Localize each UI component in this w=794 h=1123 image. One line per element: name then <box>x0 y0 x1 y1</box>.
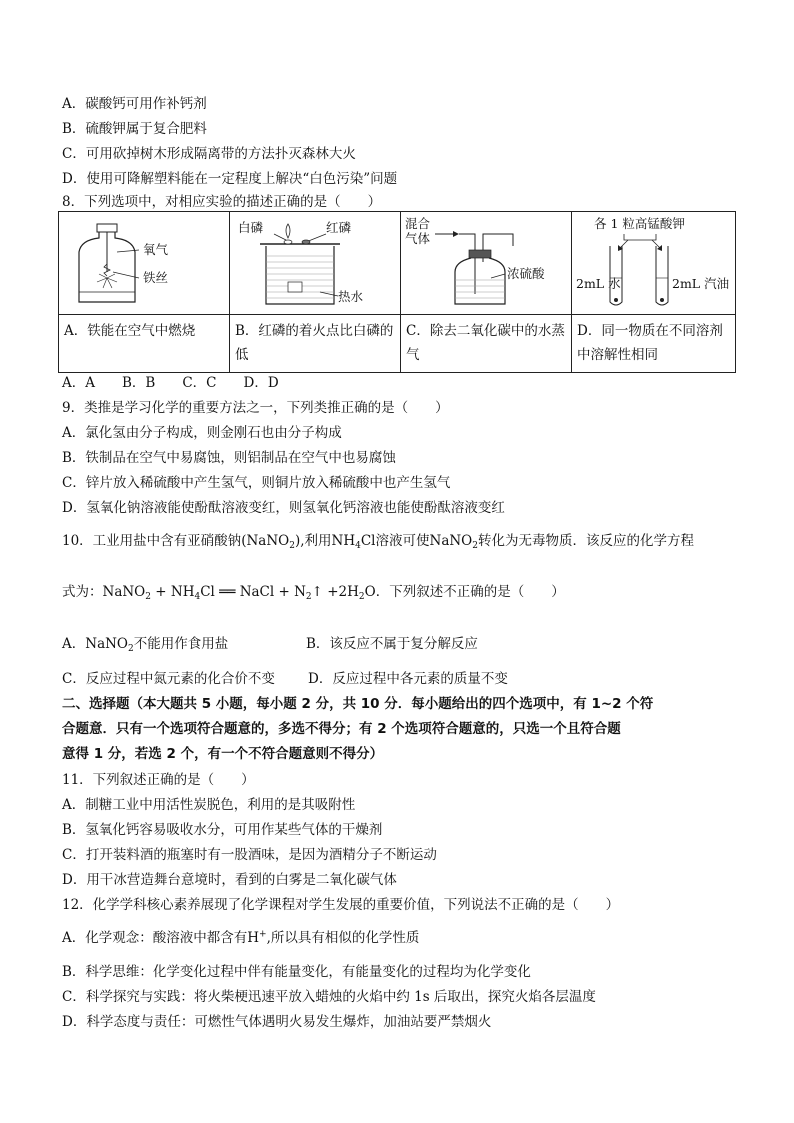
section2-heading-line2: 合题意．只有一个选项符合题意的，多选不得分；有 2 个选项符合题意的，只选一个且符合题 <box>62 721 621 737</box>
q12-option-a: A．化学观念：酸溶液中都含有H+,所以具有相似的化学性质 <box>62 929 420 946</box>
q9-option-c: C．锌片放入稀硫酸中产生氢气，则铜片放入稀硫酸中也产生氢气 <box>62 475 451 491</box>
figure-c-gas-drying <box>401 212 572 315</box>
q7-option-a: A．碳酸钙可用作补钙剂 <box>62 96 207 112</box>
q12-option-b: B．科学思维：化学变化过程中伴有能量变化，有能量变化的过程均为化学变化 <box>62 964 531 980</box>
section2-heading-line3: 意得 1 分，若选 2 个，有一个不符合题意则不得分） <box>62 746 384 762</box>
label-oxygen: 氧气 <box>143 242 169 257</box>
q10-option-b: B．该反应不属于复分解反应 <box>306 636 478 652</box>
label-mixed-gas-line2: 气体 <box>405 231 431 246</box>
q10-stem-line1: 10．工业用盐中含有亚硝酸钠(NaNO$_2$),利用$NH_4Cl$溶液可使NaNO$_2$转化为无毒物质．该反应的化学方程 <box>62 533 694 551</box>
formula-nh4cl: $NH_4Cl$ <box>331 533 376 551</box>
q10-option-c: C．反应过程中氮元素的化合价不变 <box>62 671 275 687</box>
q7-option-d: D．使用可降解塑料能在一定程度上解决“白色污染”问题 <box>62 171 398 187</box>
q11-option-b: B．氢氧化钙容易吸收水分，可用作某些气体的干燥剂 <box>62 822 383 838</box>
label-iron-wire: 铁丝 <box>143 270 169 285</box>
q9-option-d: D．氢氧化钠溶液能使酚酞溶液变红，则氢氧化钙溶液也能使酚酞溶液变红 <box>62 500 505 516</box>
chemical-equation: NaNO$_2$ + $NH_4Cl$ ══ NaCl + $N_2↑ +2H_2O$ <box>102 584 376 602</box>
hydrogen-ion: H+ <box>247 929 267 946</box>
q12-option-c: C．科学探究与实践：将火柴梗迅速平放入蜡烛的火焰中约 1s 后取出，探究火焰各层温度 <box>62 989 596 1005</box>
q9-stem: 9．类推是学习化学的重要方法之一，下列类推正确的是（ ） <box>62 400 449 416</box>
q8-caption-c: C．除去二氧化碳中的水蒸气 <box>401 315 572 373</box>
label-mixed-gas-line1: 混合 <box>405 216 431 231</box>
q8-caption-d: D．同一物质在不同溶剂中溶解性相同 <box>572 315 736 373</box>
q10-option-a: A．NaNO$_2$不能用作食用盐 <box>62 636 229 654</box>
q10-stem-line2: 式为：NaNO$_2$ + $NH_4Cl$ ══ NaCl + $N_2↑ +2H_2O$．下列叙述不正确的是（ ） <box>62 584 565 602</box>
q11-option-d: D．用干冰营造舞台意境时，看到的白雾是二氧化碳气体 <box>62 872 397 888</box>
q11-stem: 11．下列叙述正确的是（ ） <box>62 772 255 788</box>
q9-option-b: B．铁制品在空气中易腐蚀，则铝制品在空气中也易腐蚀 <box>62 450 396 466</box>
q9-option-a: A．氯化氢由分子构成，则金刚石也由分子构成 <box>62 425 342 441</box>
figure-b-phosphorus <box>230 212 401 315</box>
q12-stem: 12．化学学科核心素养展现了化学课程对学生发展的重要价值，下列说法不正确的是（ ） <box>62 897 620 913</box>
figure-d-solubility <box>572 212 736 315</box>
q7-option-b: B．硫酸钾属于复合肥料 <box>62 121 207 137</box>
label-white-phosphorus: 白磷 <box>238 220 264 235</box>
label-water-2ml: 2mL 水 <box>576 276 621 291</box>
q8-experiment-table <box>58 211 736 373</box>
label-hot-water: 热水 <box>338 289 364 304</box>
q8-stem: 8．下列选项中，对相应实验的描述正确的是（ ） <box>62 194 382 210</box>
q11-option-c: C．打开装料酒的瓶塞时有一股酒味，是因为酒精分子不断运动 <box>62 847 437 863</box>
label-red-phosphorus: 红磷 <box>326 220 352 235</box>
q8-caption-b: B．红磷的着火点比白磷的低 <box>230 315 401 373</box>
formula-nano2-2: NaNO$_2$ <box>429 533 478 551</box>
label-sulfuric-acid: 浓硫酸 <box>507 266 545 281</box>
q12-option-d: D．科学态度与责任：可燃性气体遇明火易发生爆炸，加油站要严禁烟火 <box>62 1014 492 1030</box>
phosphorus-ignition-diagram <box>230 212 400 314</box>
section2-heading-line1: 二、选择题（本大题共 5 小题，每小题 2 分，共 10 分．每小题给出的四个选项中，有 1~2 个符 <box>62 696 654 712</box>
iron-combustion-diagram <box>59 212 229 314</box>
label-potassium-permanganate: 各 1 粒高锰酸钾 <box>594 216 685 231</box>
formula-nano2: (NaNO$_2$) <box>241 533 301 551</box>
q11-option-a: A．制糖工业中用活性炭脱色，利用的是其吸附性 <box>62 797 356 813</box>
label-gasoline-2ml: 2mL 汽油 <box>672 276 730 291</box>
gas-washing-bottle-diagram <box>401 212 571 314</box>
figure-a-iron-burning <box>59 212 230 315</box>
solubility-tubes-diagram <box>572 212 738 314</box>
q10-option-d: D．反应过程中各元素的质量不变 <box>308 671 508 687</box>
q7-option-c: C．可用砍掉树木形成隔离带的方法扑灭森林大火 <box>62 146 356 162</box>
q8-caption-a: A．铁能在空气中燃烧 <box>59 315 230 373</box>
q8-options: A．A B．B C．C D．D <box>62 375 279 391</box>
